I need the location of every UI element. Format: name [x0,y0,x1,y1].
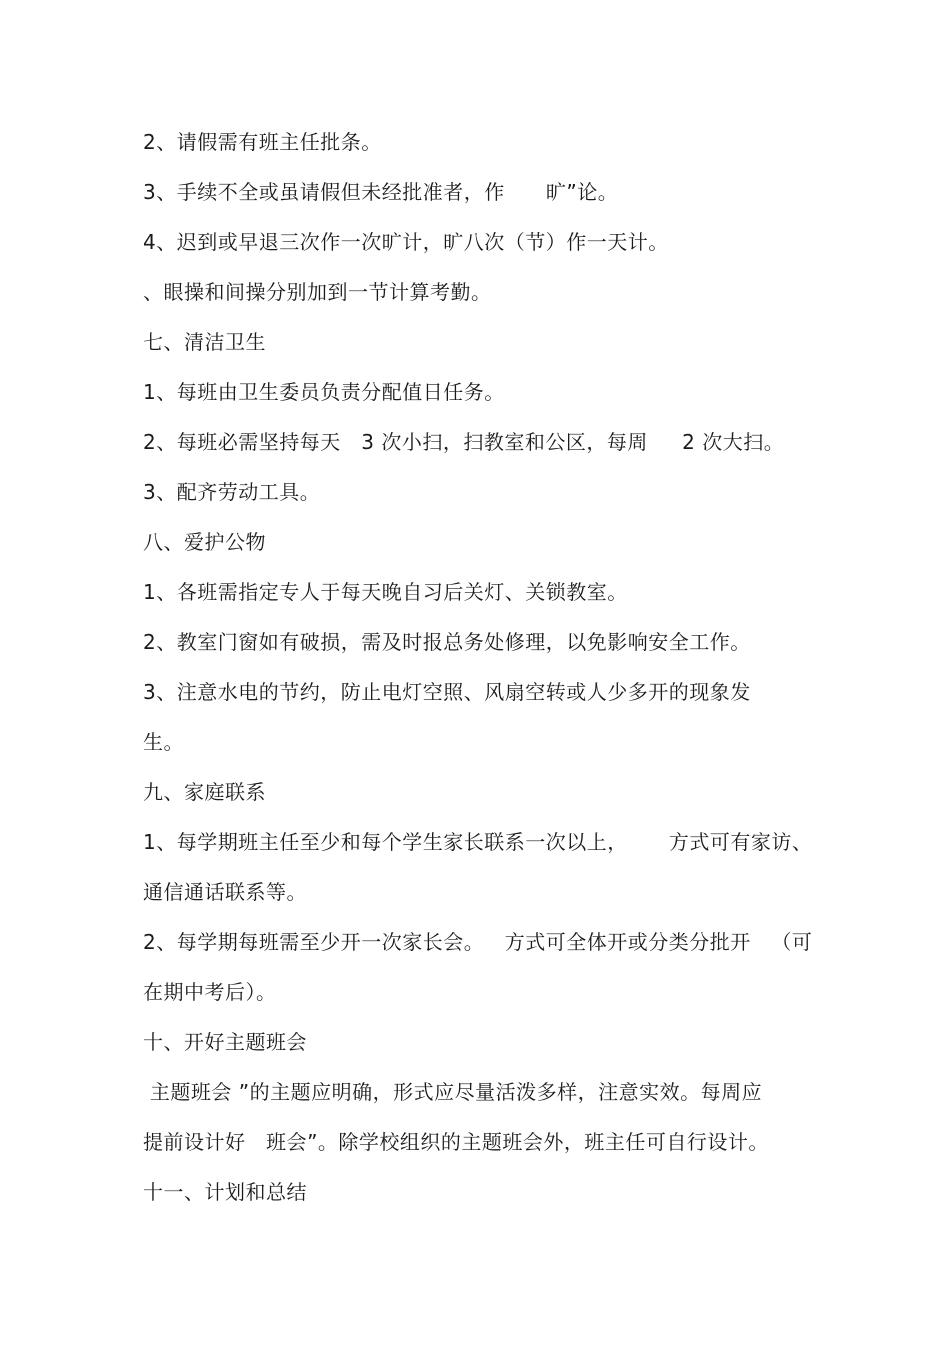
section-heading: 九、家庭联系 [143,780,266,804]
text-line: 1、各班需指定专人于每天晚自习后关灯、关锁教室。 [143,580,628,604]
text-line: 2、每学期每班需至少开一次家长会。 方式可全体开或分类分批开 （可 [143,930,813,954]
text-line: 、眼操和间操分别加到一节计算考勤。 [143,280,492,304]
text-line: 1、每班由卫生委员负责分配值日任务。 [143,380,505,404]
text-line: 3、注意水电的节约，防止电灯空照、风扇空转或人少多开的现象发 [143,680,751,704]
section-heading: 十、开好主题班会 [143,1030,307,1054]
text-line: 主题班会 ”的主题应明确，形式应尽量活泼多样，注意实效。每周应 [143,1080,763,1104]
text-line: 2、教室门窗如有破损，需及时报总务处修理，以免影响安全工作。 [143,630,751,654]
text-line: 3、手续不全或虽请假但未经批准者，作 旷”论。 [143,180,619,204]
section-heading: 八、爱护公物 [143,530,266,554]
text-line: 3、配齐劳动工具。 [143,480,321,504]
text-line: 1、每学期班主任至少和每个学生家长联系一次以上， 方式可有家访、 [143,830,813,854]
section-heading: 七、清洁卫生 [143,330,266,354]
section-heading: 十一、计划和总结 [143,1180,307,1204]
text-line: 通信通话联系等。 [143,880,307,904]
text-line: 4、迟到或早退三次作一次旷计，旷八次（节）作一天计。 [143,230,669,254]
text-line: 2、请假需有班主任批条。 [143,130,382,154]
text-line: 生。 [143,730,184,754]
text-line: 在期中考后）。 [143,980,277,1004]
text-line: 提前设计好 班会”。除学校组织的主题班会外，班主任可自行设计。 [143,1130,769,1154]
text-line: 2、每班必需坚持每天 3 次小扫，扫教室和公区，每周 2 次大扫。 [143,430,785,454]
